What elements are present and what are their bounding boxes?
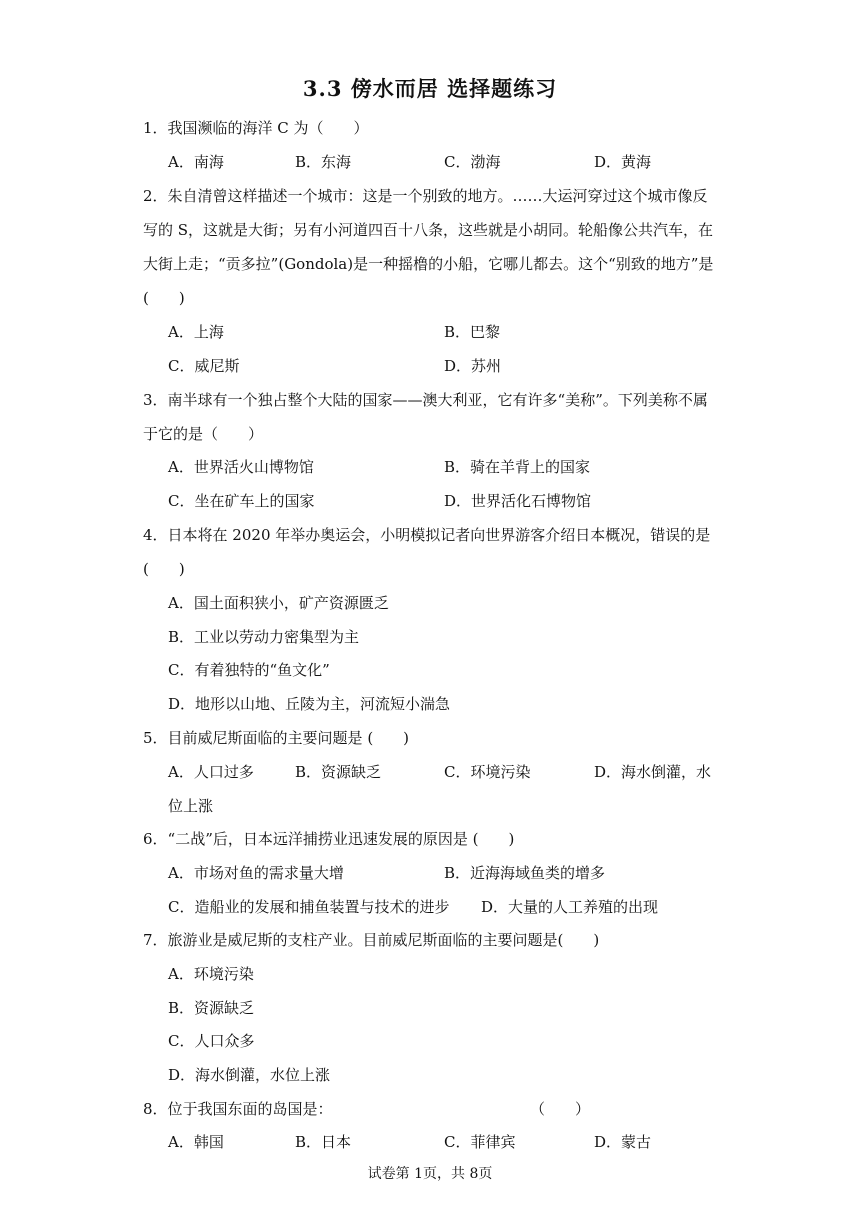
question-8-option-a[interactable]: A．韩国 <box>168 1133 224 1151</box>
question-3-option-d[interactable]: D．世界活化石博物馆 <box>444 492 592 510</box>
question-6-option-b[interactable]: B．近海海域鱼类的增多 <box>444 864 606 882</box>
page-title: 3.3 傍水而居 选择题练习 <box>302 76 558 101</box>
question-1-stem: 1．我国濒临的海洋 C 为（ ） <box>143 119 369 137</box>
question-5-option-c[interactable]: C．环境污染 <box>444 763 531 781</box>
question-4-stem-line-1: 4．日本将在 2020 年举办奥运会，小明模拟记者向世界游客介绍日本概况，错误的是 <box>143 526 711 544</box>
question-2-option-c[interactable]: C．威尼斯 <box>168 357 240 375</box>
question-6-option-c[interactable]: C．造船业的发展和捕鱼装置与技术的进步 <box>168 898 450 916</box>
question-5-option-b[interactable]: B．资源缺乏 <box>295 763 382 781</box>
question-2-stem-line-1: 2．朱自清曾这样描述一个城市：这是一个别致的地方。……大运河穿过这个城市像反 <box>143 187 708 205</box>
question-7-stem: 7．旅游业是威尼斯的支柱产业。目前威尼斯面临的主要问题是( ) <box>143 931 600 949</box>
question-5-stem: 5．目前威尼斯面临的主要问题是 ( ) <box>143 729 410 747</box>
question-5-option-a[interactable]: A．人口过多 <box>168 763 254 781</box>
question-1-option-d[interactable]: D．黄海 <box>594 153 652 171</box>
question-4-option-c[interactable]: C．有着独特的“鱼文化” <box>168 661 330 679</box>
question-1-option-c[interactable]: C．渤海 <box>444 153 501 171</box>
question-8-option-c[interactable]: C．菲律宾 <box>444 1133 516 1151</box>
question-8-option-b[interactable]: B．日本 <box>295 1133 352 1151</box>
question-3-stem-line-1: 3．南半球有一个独占整个大陆的国家——澳大利亚，它有许多“美称”。下列美称不属 <box>143 391 708 409</box>
question-6-option-d[interactable]: D．大量的人工养殖的出现 <box>481 898 659 916</box>
question-7-option-c[interactable]: C．人口众多 <box>168 1032 255 1050</box>
question-2-option-a[interactable]: A．上海 <box>168 323 224 341</box>
page-footer: 试卷第 1页，共 8页 <box>367 1166 493 1182</box>
question-2-stem-line-4: ( ) <box>143 289 185 307</box>
question-4-option-b[interactable]: B．工业以劳动力密集型为主 <box>168 628 360 646</box>
question-6-stem: 6．“二战”后，日本远洋捕捞业迅速发展的原因是 ( ) <box>143 830 515 848</box>
question-8-option-d[interactable]: D．蒙古 <box>594 1133 652 1151</box>
question-1-option-a[interactable]: A．南海 <box>168 153 224 171</box>
question-3-stem-line-2: 于它的是（ ） <box>143 425 264 443</box>
question-3-option-b[interactable]: B．骑在羊背上的国家 <box>444 458 591 476</box>
question-7-option-b[interactable]: B．资源缺乏 <box>168 999 255 1017</box>
question-4-option-a[interactable]: A．国土面积狭小，矿产资源匮乏 <box>168 594 389 612</box>
question-8-stem: 8．位于我国东面的岛国是： <box>143 1100 333 1118</box>
question-2-stem-line-2: 写的 S，这就是大街；另有小河道四百十八条，这些就是小胡同。轮船像公共汽车，在 <box>143 221 714 239</box>
question-4-option-d[interactable]: D．地形以山地、丘陵为主，河流短小湍急 <box>168 695 451 713</box>
question-2-stem-line-3: 大街上走；“贡多拉”(Gondola)是一种摇橹的小船，它哪儿都去。这个“别致的地方”是 <box>143 255 714 273</box>
question-7-option-a[interactable]: A．环境污染 <box>168 965 254 983</box>
question-3-option-a[interactable]: A．世界活火山博物馆 <box>168 458 314 476</box>
question-4-stem-line-2: ( ) <box>143 560 185 578</box>
question-5-option-d-wrap: 位上涨 <box>168 797 214 815</box>
question-3-option-c[interactable]: C．坐在矿车上的国家 <box>168 492 315 510</box>
question-2-option-d[interactable]: D．苏州 <box>444 357 502 375</box>
question-6-option-a[interactable]: A．市场对鱼的需求量大增 <box>168 864 344 882</box>
question-7-option-d[interactable]: D．海水倒灌，水位上涨 <box>168 1066 331 1084</box>
question-5-option-d[interactable]: D．海水倒灌，水 <box>594 763 712 781</box>
question-2-option-b[interactable]: B．巴黎 <box>444 323 501 341</box>
question-8-answer-blank: （ ） <box>530 1100 591 1118</box>
question-1-option-b[interactable]: B．东海 <box>295 153 352 171</box>
